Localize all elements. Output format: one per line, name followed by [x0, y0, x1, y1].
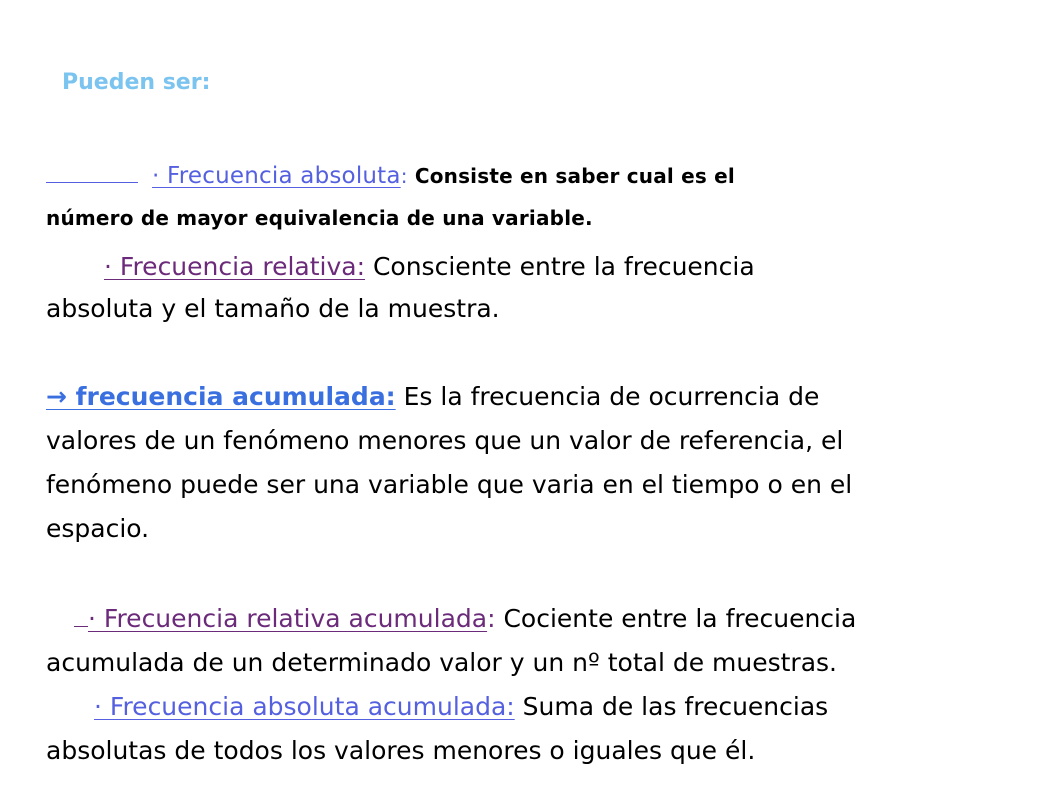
- def-cumulative-line-1: [46, 382, 819, 411]
- term-frecuencia-absoluta: · Frecuencia absoluta: [152, 163, 401, 189]
- def-relative-line-1: [104, 252, 755, 281]
- def-cumulative-line-3: fenómeno puede ser una variable que varia en el tiempo o en el: [46, 470, 853, 499]
- def-cumulative-line-2: valores de un fenómeno menores que un valor de referencia, el: [46, 426, 844, 455]
- blank-underline: [46, 162, 138, 183]
- lead-underline: [74, 606, 88, 627]
- def-relative-line-2: absoluta y el tamaño de la muestra.: [46, 294, 500, 323]
- def-relative-cumulative-line-1: [74, 604, 856, 633]
- def-absolute-cumulative-text: Suma de las frecuencias: [514, 692, 829, 721]
- term-frecuencia-acumulada: → frecuencia acumulada:: [46, 382, 396, 411]
- def-absolute-line-2: número de mayor equivalencia de una variable.: [46, 206, 593, 230]
- def-relative-cumulative-text: Cociente entre la frecuencia: [495, 604, 857, 633]
- def-cumulative-text: Es la frecuencia de ocurrencia de: [395, 382, 820, 411]
- def-absolute-cumulative-line-1: [94, 692, 828, 721]
- def-relative-cumulative-line-2: acumulada de un determinado valor y un nº total de muestras.: [46, 648, 838, 677]
- term-frecuencia-relativa-acumulada: · Frecuencia relativa acumulada: [88, 604, 488, 633]
- term-frecuencia-relativa: · Frecuencia relativa:: [104, 252, 365, 281]
- def-absolute-cumulative-line-2: absolutas de todos los valores menores o iguales que él.: [46, 736, 756, 765]
- section-heading: Pueden ser:: [62, 70, 211, 95]
- def-relative-text: Consciente entre la frecuencia: [365, 252, 755, 281]
- term-frecuencia-absoluta-acumulada: · Frecuencia absoluta acumulada:: [94, 692, 515, 721]
- def-absolute-text: Consiste en saber cual es el: [407, 164, 735, 188]
- term-colon: :: [400, 164, 408, 188]
- def-absolute-line-1: [46, 162, 735, 189]
- term-colon: :: [487, 604, 496, 633]
- def-cumulative-line-4: espacio.: [46, 514, 150, 543]
